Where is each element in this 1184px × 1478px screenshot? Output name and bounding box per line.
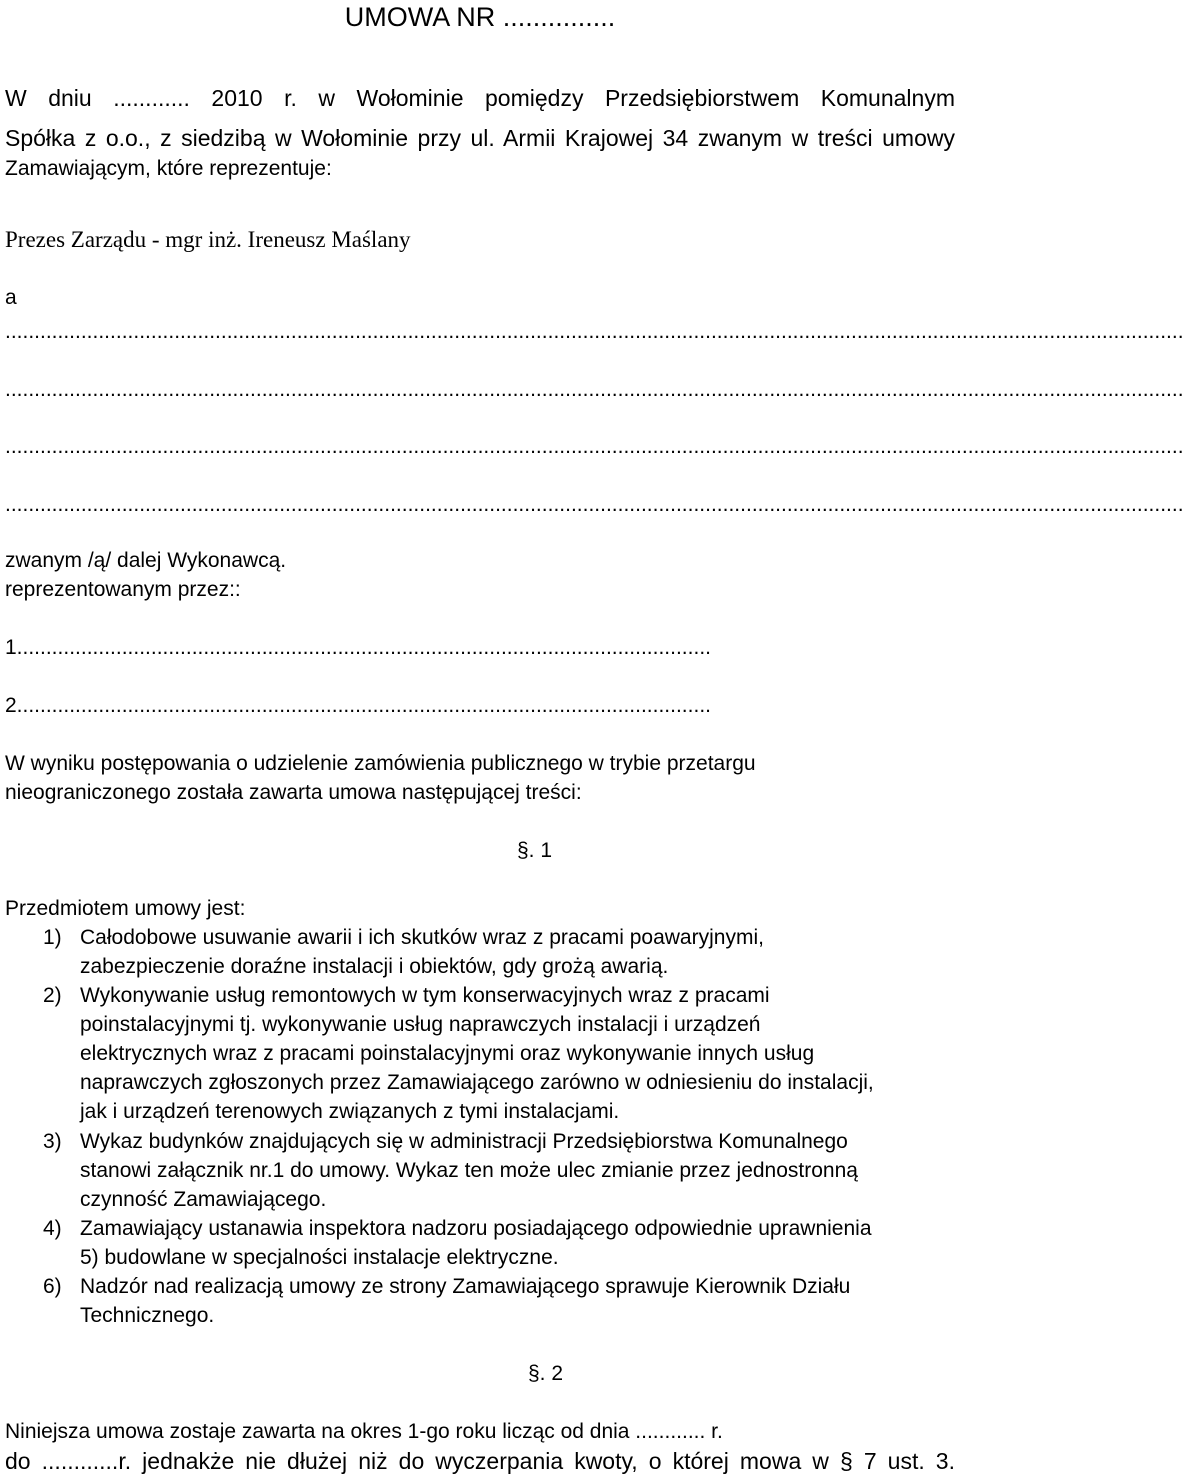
list-item-number: 1)	[43, 926, 62, 949]
procurement-line-2: nieograniczonego została zawarta umowa następującej treści:	[5, 781, 582, 804]
list-item-text: Wykaz budynków znajdujących się w administracji Przedsiębiorstwa Komunalnego stanowi załącznik nr.1 do umowy. Wykaz ten może ulec zmianie przez jednostronną czynność Zamawiającego.	[80, 1130, 858, 1211]
represented-by-label: reprezentowanym przez::	[5, 578, 241, 601]
and-label: a	[5, 286, 17, 309]
section-1-heading: Przedmiotem umowy jest:	[5, 897, 246, 920]
intro-line-1: W dniu ............ 2010 r. w Wołominie pomiędzy Przedsiębiorstwem Komunalnym	[5, 85, 955, 111]
list-item	[43, 1272, 955, 1330]
list-item-number: 6)	[43, 1275, 62, 1298]
list-item	[43, 1127, 955, 1214]
list-item-number: 4)	[43, 1217, 62, 1240]
list-item-number: 3)	[43, 1130, 62, 1153]
procurement-line-1: W wyniku postępowania o udzielenie zamówienia publicznego w trybie przetargu	[5, 752, 756, 775]
list-item-number: 2)	[43, 984, 62, 1007]
intro-line-2: Spółka z o.o., z siedzibą w Wołominie przy ul. Armii Krajowej 34 zwanym w treści umowy	[5, 125, 955, 151]
section-2-line-1: Niniejsza umowa zostaje zawarta na okres 1-go roku licząc od dnia ............ r.	[5, 1420, 723, 1443]
representative-1-field: 1.......................................................................................................................	[5, 636, 711, 659]
document-title: UMOWA NR ...............	[344, 2, 616, 32]
contractor-dot-line-2: ..........................................................................................................................................................................................................	[5, 378, 1184, 401]
representative-line: Prezes Zarządu - mgr inż. Ireneusz Maślany	[5, 227, 411, 252]
list-item-text: Zamawiający ustanawia inspektora nadzoru posiadającego odpowiednie uprawnienia 5) budowlane w specjalności instalacje elektryczne.	[80, 1217, 872, 1269]
representative-2-field: 2.......................................................................................................................	[5, 694, 711, 717]
contractor-dot-line-3: ..........................................................................................................................................................................................................	[5, 435, 1184, 458]
contractor-dot-line-4: ..........................................................................................................................................................................................................	[5, 493, 1184, 516]
contractor-dot-line-1: ..........................................................................................................................................................................................................	[5, 320, 1184, 343]
section-2-mark: §. 2	[528, 1362, 564, 1385]
list-item-text: Wykonywanie usług remontowych w tym konserwacyjnych wraz z pracami poinstalacyjnymi tj. wykonywanie usług naprawczych instalacji i urządzeń elektrycznych wraz z pracami poinstalacyjnymi oraz wykonywanie innych usług naprawczych zgłoszonych przez Zamawiającego zarówno w odniesieniu do instalacji, jak i urządzeń terenowych związanych z tymi instalacjami.	[80, 984, 874, 1123]
section-1-mark: §. 1	[517, 839, 553, 862]
intro-line-3: Zamawiającym, które reprezentuje:	[5, 157, 332, 180]
list-item	[43, 923, 955, 981]
list-item-text: Całodobowe usuwanie awarii i ich skutków wraz z pracami poawaryjnymi, zabezpieczenie doraźne instalacji i obiektów, gdy grożą awarią.	[80, 926, 764, 978]
list-item	[43, 981, 955, 1126]
section-2-line-2: do ............r. jednakże nie dłużej niż do wyczerpania kwoty, o której mowa w § 7 ust. 3.	[5, 1448, 955, 1474]
list-item	[43, 1214, 955, 1272]
contractor-label: zwanym /ą/ dalej Wykonawcą.	[5, 549, 287, 572]
list-item-text: Nadzór nad realizacją umowy ze strony Zamawiającego sprawuje Kierownik Działu Technicznego.	[80, 1275, 851, 1327]
